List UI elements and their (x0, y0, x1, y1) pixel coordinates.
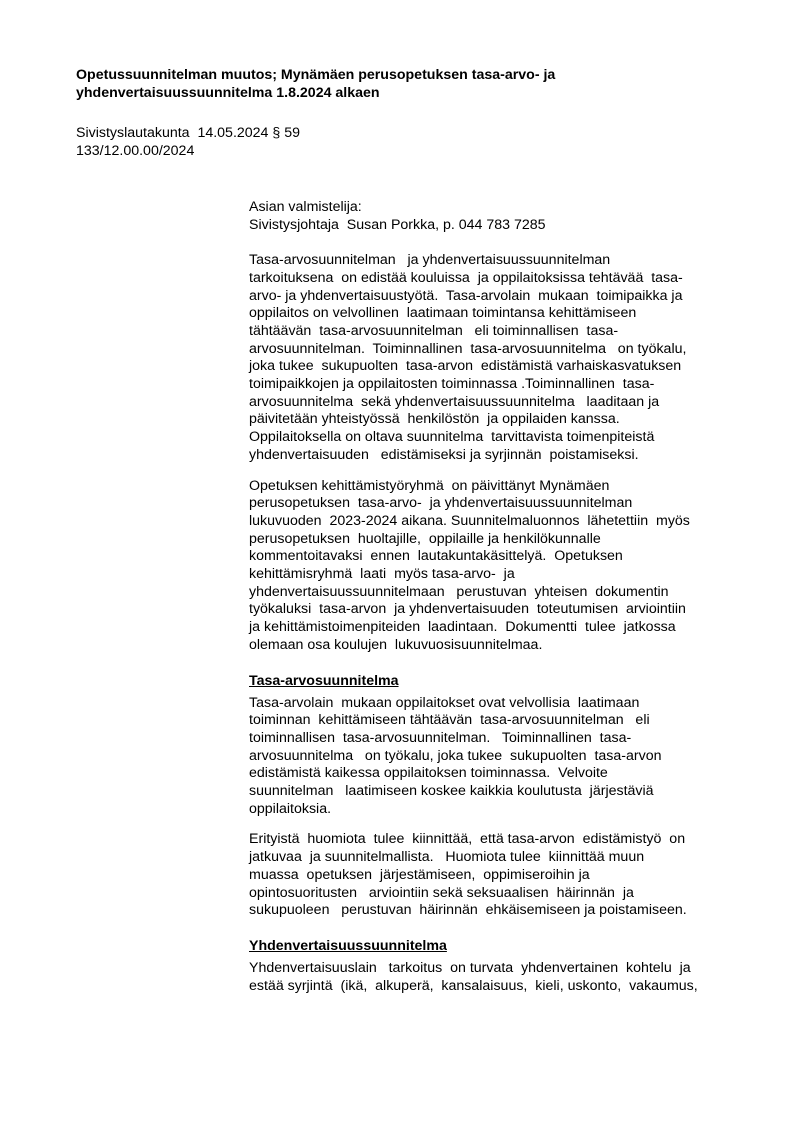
paragraph-line: työkaluksi tasa-arvon ja yhdenvertaisuuden toteutumisen arviointiin (249, 601, 686, 618)
preparer-block (249, 199, 739, 234)
title-line: Opetussuunnitelman muutos; Mynämäen perusopetuksen tasa-arvo- ja (76, 67, 556, 83)
paragraph-line: päivitetään yhteistyössä henkilöstön ja oppilaiden kanssa. (249, 411, 620, 428)
preparer-label: Asian valmistelija: (249, 199, 362, 215)
paragraph-line: Oppilaitoksella on oltava suunnitelma tarvittavista toimenpiteistä (249, 429, 655, 446)
paragraph-line: olemaan osa koulujen lukuvuosisuunnitelmaa. (249, 636, 543, 653)
paragraph-line: joka tukee sukupuolten tasa-arvon edistämistä varhaiskasvatuksen (249, 358, 682, 375)
paragraph-line: Tasa-arvolain mukaan oppilaitokset ovat velvollisia laatimaan (249, 694, 640, 711)
paragraph-line: oppilaitoksia. (249, 800, 332, 817)
paragraph-line: arvo- ja yhdenvertaisuustyötä. Tasa-arvolain mukaan toimipaikka ja (249, 287, 683, 304)
paragraph-yhdenvertaisuus-1 (249, 960, 739, 995)
paragraph-tasa-arvo-1 (249, 695, 739, 819)
meeting-reference: Sivistyslautakunta 14.05.2024 § 59 (76, 125, 301, 141)
paragraph-line: toiminnan kehittämiseen tähtäävän tasa-arvosuunnitelman eli (249, 712, 650, 729)
paragraph-tasa-arvo-2 (249, 831, 739, 920)
paragraph-line: tarkoituksena on edistää kouluissa ja oppilaitoksissa tehtävää tasa- (249, 269, 683, 286)
section-heading-yhdenvertaisuus: Yhdenvertaisuussuunnitelma (249, 938, 447, 954)
paragraph-line: tähtäävän tasa-arvosuunnitelman eli toiminnallisen tasa- (249, 322, 619, 339)
paragraph-line: arvosuunnitelma on työkalu, joka tukee sukupuolten tasa-arvon (249, 747, 662, 764)
paragraph-line: muassa opetuksen järjestämiseen, oppimiseroihin ja (249, 866, 590, 883)
meeting-info (76, 124, 476, 160)
preparer-name: Sivistysjohtaja Susan Porkka, p. 044 783 7285 (249, 216, 546, 233)
paragraph-line: perusopetuksen huoltajille, oppilaille ja henkilökunnalle (249, 530, 601, 547)
paragraph-purpose (249, 252, 739, 464)
section-heading-tasa-arvo: Tasa-arvosuunnitelma (249, 672, 399, 689)
paragraph-line: estää syrjintä (ikä, alkuperä, kansalaisuus, kieli, uskonto, vakaumus, (249, 977, 698, 994)
paragraph-line: ja kehittämistoimenpiteiden laadintaan. Dokumentti tulee jatkossa (249, 619, 676, 636)
paragraph-line: lukuvuoden 2023-2024 aikana. Suunnitelmaluonnos lähetettiin myös (249, 512, 690, 529)
title-line: yhdenvertaisuussuunnitelma 1.8.2024 alkaen (76, 85, 380, 101)
paragraph-line: Tasa-arvosuunnitelman ja yhdenvertaisuussuunnitelman (249, 252, 611, 269)
paragraph-line: sukupuoleen perustuvan häirinnän ehkäisemiseen ja poistamiseen. (249, 902, 687, 919)
record-number: 133/12.00.00/2024 (76, 143, 195, 159)
paragraph-line: arvosuunnitelman. Toiminnallinen tasa-arvosuunnitelma on työkalu, (249, 340, 687, 357)
paragraph-update (249, 478, 739, 655)
paragraph-line: arvosuunnitelma sekä yhdenvertaisuussuunnitelma laaditaan ja (249, 393, 660, 410)
paragraph-line: yhdenvertaisuuden edistämiseksi ja syrjinnän poistamiseksi. (249, 446, 639, 463)
paragraph-line: opintosuoritusten arviointiin sekä seksuaalisen häirinnän ja (249, 884, 634, 901)
paragraph-line: suunnitelman laatimiseen koskee kaikkia koulutusta järjestäviä (249, 783, 654, 800)
paragraph-line: edistämistä kaikessa oppilaitoksen toiminnassa. Velvoite (249, 765, 608, 782)
paragraph-line: oppilaitos on velvollinen laatimaan toimintansa kehittämiseen (249, 305, 637, 322)
paragraph-line: kehittämisryhmä laati myös tasa-arvo- ja (249, 566, 515, 583)
paragraph-line: Opetuksen kehittämistyöryhmä on päivittänyt Mynämäen (249, 477, 610, 494)
document-title (76, 66, 736, 102)
paragraph-line: jatkuvaa ja suunnitelmallista. Huomiota tulee kiinnittää muun (249, 849, 645, 866)
paragraph-line: Yhdenvertaisuuslain tarkoitus on turvata yhdenvertainen kohtelu ja (249, 960, 691, 976)
paragraph-line: toiminnallisen tasa-arvosuunnitelman. Toiminnallinen tasa- (249, 729, 632, 746)
paragraph-line: perusopetuksen tasa-arvo- ja yhdenvertaisuussuunnitelman (249, 495, 633, 512)
paragraph-line: toimipaikkojen ja oppilaitosten toiminnassa .Toiminnallinen tasa- (249, 376, 655, 393)
paragraph-line: Erityistä huomiota tulee kiinnittää, että tasa-arvon edistämistyö on (249, 831, 686, 848)
document-body (249, 199, 739, 995)
paragraph-line: yhdenvertaisuussuunnitelmaan perustuvan yhteisen dokumentin (249, 583, 669, 600)
paragraph-line: kommentoitavaksi ennen lautakuntakäsittelyä. Opetuksen (249, 548, 623, 565)
